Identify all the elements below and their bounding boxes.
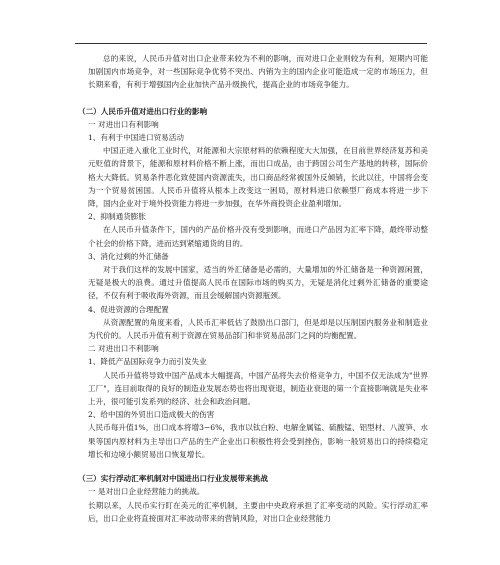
intro-paragraph: 总的来说，人民币升值对出口企业带来较为不利的影响，而对进口企业则较为有利，短期内可能加剧国内市场竞争，对一些国际竞争优势不突出、内销为主的国内企业可能造成一定的市场压力，但长期来看，有利于增强国内企业加快产品升级换代，提高企业的市场竞争能力。 [88,54,428,90]
item-paragraph: 中国正进入重化工业时代，对能源和大宗原材料的依赖程度大大加强，在目前世界经济复苏和美元贬值的背景下，能源和原材料价格不断上涨，而出口成品，由于跨国公司生产基地的转移，国际价格大大降低。贸易条件恶化致使国内资源流失，出口商品经常被国外反倾销，长此以往，中国将会变为一个贸易贫困国。人民币升值将从根本上改变这一困局，原材料进口依赖型厂商成本将进一步下降，国内企业对于境外投资能力将进一步加强，在华外商投资企业盈利增加。 [88,146,428,209]
item-paragraph: 人民币升值将导致中国产品成本大幅提高，中国产品将失去价格竞争力，中国不仅无法成为"世界工厂"，连目前取得的良好的制造业发展态势也将出现衰退，制造业衰退的第一个直接影响就是失业率上升，很可能引发系列的经济、社会和政治问题。 [88,370,428,407]
section-2-heading: （二）人民币升值对进出口行业的影响 [78,106,208,116]
item-heading: 3、消化过剩的外汇储备 [88,251,169,261]
document-body [78,52,428,525]
section-2-part-2: 二 对进出口不利影响 [88,344,159,354]
item-paragraph: 对于我们这样的发展中国家，适当的外汇储备是必需的，大量增加的外汇储备是一种资源闲置，无疑是极大的浪费。通过升值提高人民币在国际市场的购买力，无疑是消化过剩外汇储备的重要途径，不仅有利于吸收海外资源，而且会缓解国内资源瓶颈。 [88,265,428,301]
item-heading: 2、抑制通货膨胀 [88,212,146,222]
item-paragraph: 在人民币升值条件下，国内的产品价格升没有受到影响，而进口产品因为汇率下降，最终带动整个社会的价格下降，进而达到紧缩通货的目的。 [88,225,428,248]
section-2-part-1: 一 对进出口有利影响 [88,119,159,129]
item-paragraph: 人民币每升值1%，出口成本将增3−6%，我市以钛白粉、电解金属锰、硫酸锰、铝型材、八渡笋、水果等国内原材料为主导出口产品的生产企业出口积极性将会受到挫伤，影响一般贸易出口的持续稳定增长和边境小额贸易出口恢复增长。 [88,423,428,459]
header-rule [75,43,427,44]
item-heading: 1、有利于中国进口贸易活动 [88,133,184,143]
section-3-part-1: 一 是对出口企业经营能力的挑战。 [88,487,205,497]
item-heading: 4、促进资源的合理配置 [88,304,169,314]
section-3-paragraph: 长期以来，人民币实行盯在美元的汇率机制，主要由中央政府承担了汇率变动的风险。实行浮动汇率后，出口企业将直接面对汇率波动带来的营销风险，对出口企业经营能力 [88,500,428,523]
item-heading: 2、给中国的外贸出口造成极大的伤害 [88,410,215,420]
item-heading: 1、降低产品国际竞争力而引发失业 [88,357,207,367]
section-3-heading: （三）实行浮动汇率机制对中国进出口行业发展带来挑战 [78,474,268,484]
item-paragraph: 从资源配置的角度来看，人民币汇率低估了鼓励出口部门，但是却是以压制国内服务业和制造业为代价的。人民币升值有利于资源在贸易品部门和非贸易品部门之间的均衡配置。 [88,317,428,341]
